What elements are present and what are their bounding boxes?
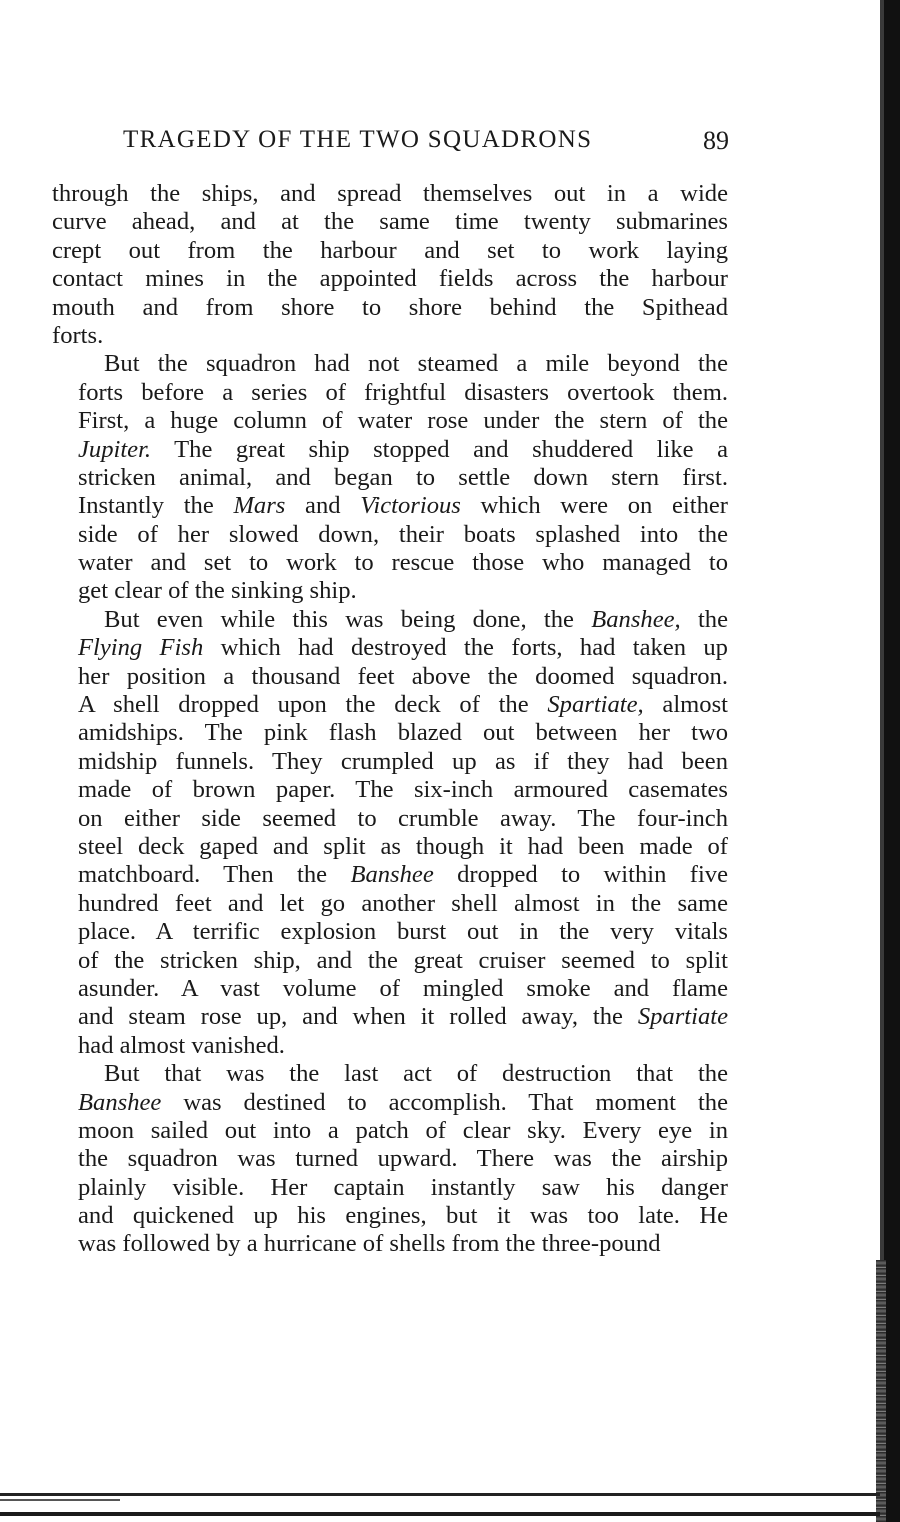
text-line [52, 379, 728, 407]
text-line [52, 1032, 728, 1060]
text-run: almost [643, 691, 728, 719]
text-line [52, 606, 728, 634]
text-run: hundred feet and let go another shell almost in the same [78, 889, 728, 917]
text-run: mouth and from shore to shore behind the Spithead [52, 293, 728, 321]
text-line [52, 180, 728, 208]
paragraph [52, 350, 728, 606]
text-line [52, 1174, 728, 1202]
paragraph [52, 1060, 728, 1259]
text-line [52, 322, 728, 350]
text-line [52, 1089, 728, 1117]
text-line [52, 975, 728, 1003]
text-line [52, 890, 728, 918]
text-line [52, 748, 728, 776]
italic-text: Jupiter. [78, 435, 152, 463]
italic-text: Flying Fish [78, 634, 204, 662]
text-run: steel deck gaped and split as though it had been made of [78, 832, 728, 860]
text-run: and steam rose up, and when it rolled away, the [78, 1003, 638, 1031]
text-run: side of her slowed down, their boats splashed into the [78, 520, 728, 548]
italic-text: Banshee [78, 1088, 162, 1116]
text-run: Instantly the [78, 492, 234, 520]
italic-text: Banshee [350, 861, 434, 889]
text-run: the [680, 605, 728, 633]
text-run: asunder. A vast volume of mingled smoke and flame [78, 974, 728, 1002]
text-run: curve ahead, and at the same time twenty submarines [52, 208, 728, 236]
text-run: But that was the last act of destruction that the [104, 1060, 728, 1088]
text-run: stricken animal, and began to settle down stern first. [78, 463, 728, 491]
text-run: and quickened up his engines, but it was too late. He [78, 1202, 728, 1230]
text-line [52, 407, 728, 435]
text-run: had almost vanished. [78, 1031, 285, 1059]
text-line [52, 294, 728, 322]
text-line [52, 1145, 728, 1173]
text-run: through the ships, and spread themselves out in a wide [52, 180, 728, 207]
text-line [52, 691, 728, 719]
text-run: A shell dropped upon the deck of the [78, 691, 548, 719]
text-run: crept out from the harbour and set to work laying [52, 236, 728, 264]
text-line [52, 918, 728, 946]
text-run: The great ship stopped and shuddered like a [151, 435, 728, 463]
text-line [52, 719, 728, 747]
text-line [52, 861, 728, 889]
text-run: which had destroyed the forts, had taken up [203, 634, 728, 662]
text-run: the squadron was turned upward. There was the airship [78, 1145, 728, 1173]
text-run: contact mines in the appointed fields across the harbour [52, 265, 728, 293]
text-run: But the squadron had not steamed a mile beyond the [104, 350, 728, 378]
running-title: TRAGEDY OF THE TWO SQUADRONS [123, 126, 593, 153]
text-run: moon sailed out into a patch of clear sky. Every eye in [78, 1116, 728, 1144]
scan-edge-right [884, 0, 900, 1522]
text-line [52, 350, 728, 378]
text-run: But even while this was being done, the [104, 605, 592, 633]
text-line [52, 464, 728, 492]
text-run: was followed by a hurricane of shells from the three-pound [78, 1230, 661, 1258]
text-line [52, 521, 728, 549]
text-run: First, a huge column of water rose under the stern of the [78, 407, 728, 435]
text-run: and [285, 492, 361, 520]
text-line [52, 1230, 728, 1258]
scan-edge-bottom [0, 1493, 880, 1496]
paragraph [52, 180, 728, 350]
page-number: 89 [703, 126, 729, 155]
body-text [52, 180, 728, 1259]
scan-fold-mark [0, 1499, 120, 1501]
text-run: was destined to accomplish. That moment the [161, 1088, 728, 1116]
text-run: midship funnels. They crumpled up as if they had been [78, 747, 728, 775]
text-line [52, 549, 728, 577]
italic-text: Mars [233, 492, 286, 520]
scan-edge-bottom-outer [0, 1512, 880, 1516]
italic-text: Victorious [360, 492, 461, 520]
running-header [123, 126, 729, 166]
paragraph [52, 606, 728, 1060]
text-line [52, 947, 728, 975]
text-run: matchboard. Then the [78, 861, 351, 889]
text-line [52, 1003, 728, 1031]
text-line [52, 805, 728, 833]
text-run: place. A terrific explosion burst out in the very vitals [78, 918, 728, 946]
text-line [52, 833, 728, 861]
text-run: amidships. The pink flash blazed out between her two [78, 719, 728, 747]
text-line [52, 663, 728, 691]
text-run: get clear of the sinking ship. [78, 577, 357, 605]
text-line [52, 634, 728, 662]
text-line [52, 1202, 728, 1230]
text-line [52, 265, 728, 293]
text-run: of the stricken ship, and the great cruiser seemed to split [78, 946, 728, 974]
italic-text: Spartiate, [547, 691, 644, 719]
text-line [52, 492, 728, 520]
text-run: which were on either [460, 492, 728, 520]
text-line [52, 776, 728, 804]
text-run: plainly visible. Her captain instantly saw his danger [78, 1173, 728, 1201]
italic-text: Banshee, [591, 605, 681, 633]
text-run: water and set to work to rescue those who managed to [78, 549, 728, 577]
text-run: her position a thousand feet above the doomed squadron. [78, 662, 728, 690]
text-run: dropped to within five [433, 861, 728, 889]
text-run: forts. [52, 321, 104, 349]
text-line [52, 436, 728, 464]
text-run: forts before a series of frightful disasters overtook them. [78, 378, 728, 406]
text-line [52, 208, 728, 236]
text-line [52, 1060, 728, 1088]
text-run: on either side seemed to crumble away. The four-inch [78, 804, 728, 832]
text-line [52, 577, 728, 605]
text-line [52, 237, 728, 265]
text-run: made of brown paper. The six-inch armoured casemates [78, 776, 728, 804]
italic-text: Spartiate [637, 1003, 728, 1031]
scan-edge-ragged [876, 1260, 886, 1522]
text-line [52, 1117, 728, 1145]
